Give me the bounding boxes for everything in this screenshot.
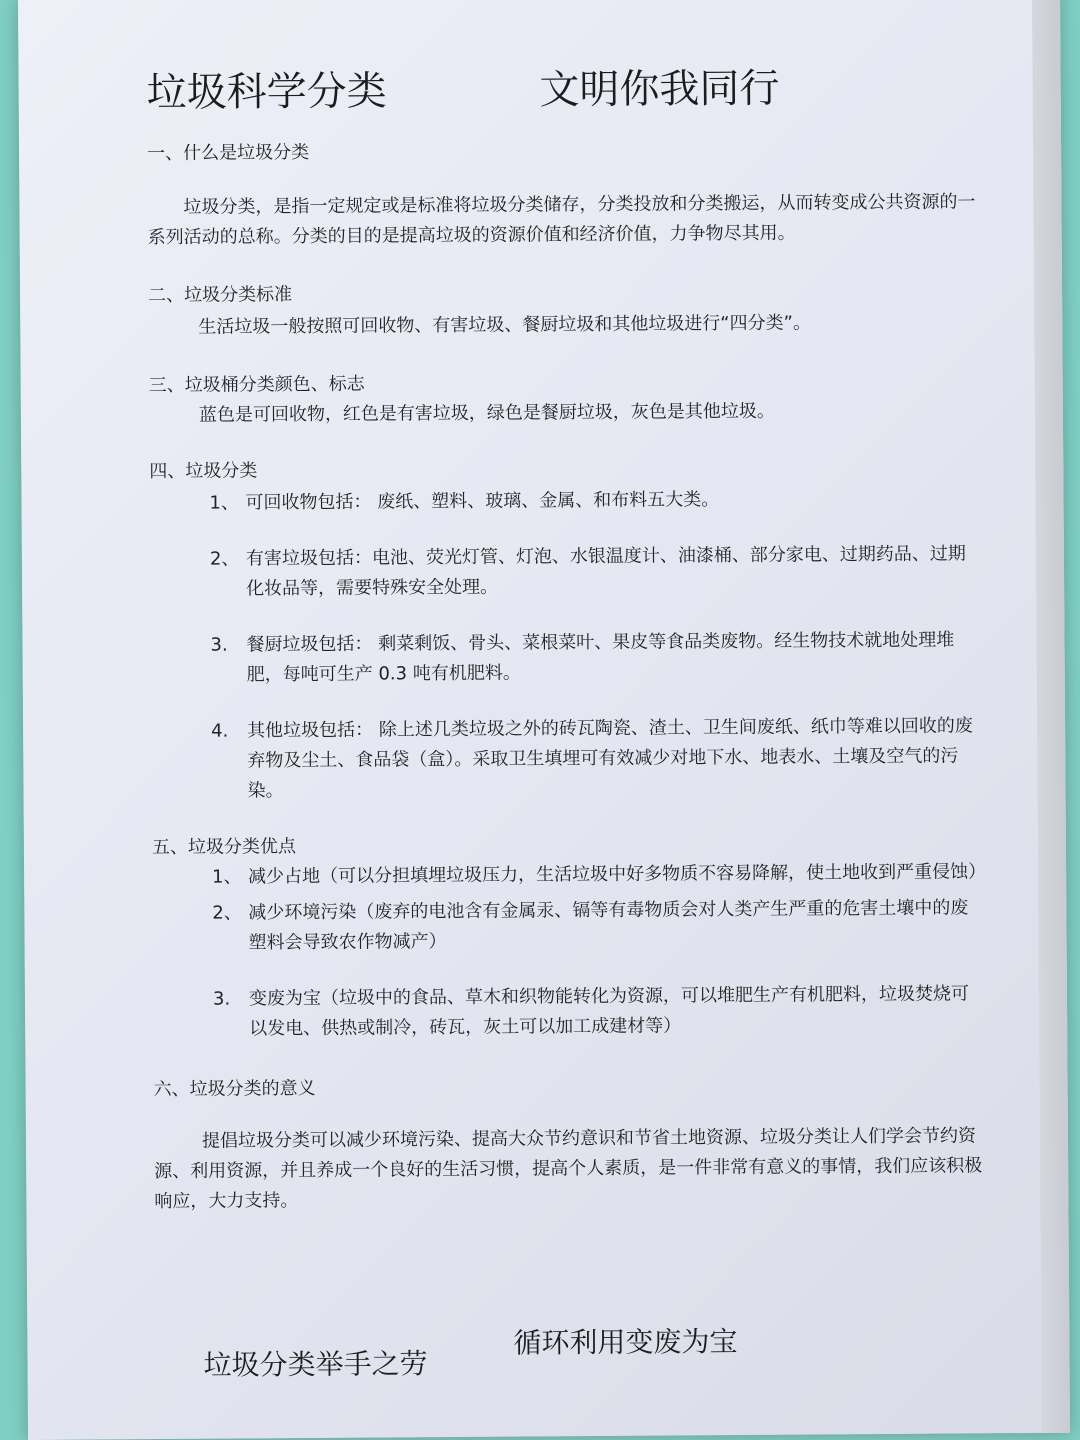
list-item: 4. 其他垃圾包括： 除上述几类垃圾之外的砖瓦陶瓷、渣土、卫生间废纸、纸巾等难以回收的废弃物及尘土、食品袋（盒）。采取卫生填埋可有效减少对地下水、地表水、土壤及空气的污染。 <box>211 715 973 802</box>
section-6-heading: 六、垃圾分类的意义 <box>153 1077 316 1101</box>
section-6-body: 提倡垃圾分类可以减少环境污染、提高大众节约意识和节省土地资源、垃圾分类让人们学会节约资源、利用资源，并且养成一个良好的生活习惯，提高个人素质，是一件非常有意义的事情，我们应该积极响应，大力支持。 <box>154 1125 983 1213</box>
title-right: 文明你我同行 <box>539 65 780 114</box>
section-2-heading: 二、垃圾分类标准 <box>147 284 293 307</box>
list-item: 1、 减少占地（可以分担填埋垃圾压力，生活垃圾中好多物质不容易降解，使土地收到严重侵蚀） <box>212 861 987 888</box>
list-item: 1、 可回收物包括： 废纸、塑料、玻璃、金属、和布料五大类。 <box>209 489 720 514</box>
section-5-list <box>152 857 987 1045</box>
page-title <box>146 56 846 118</box>
list-item: 2、 减少环境污染（废弃的电池含有金属汞、镉等有毒物质会对人类产生严重的危害土壤中的废塑料会导致农作物减产） <box>212 897 969 954</box>
section-1-body: 垃圾分类，是指一定规定或是标准将垃圾分类储存，分类投放和分类搬运，从而转变成公共资源的一系列活动的总称。分类的目的是提高垃圾的资源价值和经济价值，力争物尽其用。 <box>147 191 976 249</box>
page-edge <box>1032 0 1070 1433</box>
list-item: 3. 餐厨垃圾包括： 剩菜剩饭、骨头、菜根菜叶、果皮等食品类废物。经生物技术就地处理堆肥，每吨可生产 0.3 吨有机肥料。 <box>210 629 955 686</box>
list-item: 3. 变废为宝（垃圾中的食品、草木和织物能转化为资源，可以堆肥生产有机肥料，垃圾焚烧可以发电、供热或制冷，砖瓦，灰土可以加工成建材等） <box>212 983 970 1040</box>
footer-slogan-left: 垃圾分类举手之劳 <box>203 1347 428 1382</box>
page-footer <box>203 1325 903 1384</box>
title-left: 垃圾科学分类 <box>146 68 387 117</box>
list-item: 2、 有害垃圾包括：电池、荧光灯管、灯泡、水银温度计、油漆桶、部分家电、过期药品、过期化妆品等，需要特殊安全处理。 <box>209 543 966 600</box>
document-body <box>147 133 985 1217</box>
section-3-body: 蓝色是可回收物，红色是有害垃圾，绿色是餐厨垃圾，灰色是其他垃圾。 <box>198 400 775 426</box>
section-3-heading: 三、垃圾桶分类颜色、标志 <box>148 373 365 397</box>
section-5-heading: 五、垃圾分类优点 <box>151 836 296 859</box>
section-1-heading: 一、什么是垃圾分类 <box>147 141 310 165</box>
section-4-heading: 四、垃圾分类 <box>149 460 258 483</box>
section-4-list <box>149 483 981 807</box>
document-page <box>18 0 1070 1440</box>
footer-slogan-right: 循环利用变废为宝 <box>513 1325 738 1360</box>
section-2-body: 生活垃圾一般按照可回收物、有害垃圾、餐厨垃圾和其他垃圾进行“四分类”。 <box>198 312 812 338</box>
